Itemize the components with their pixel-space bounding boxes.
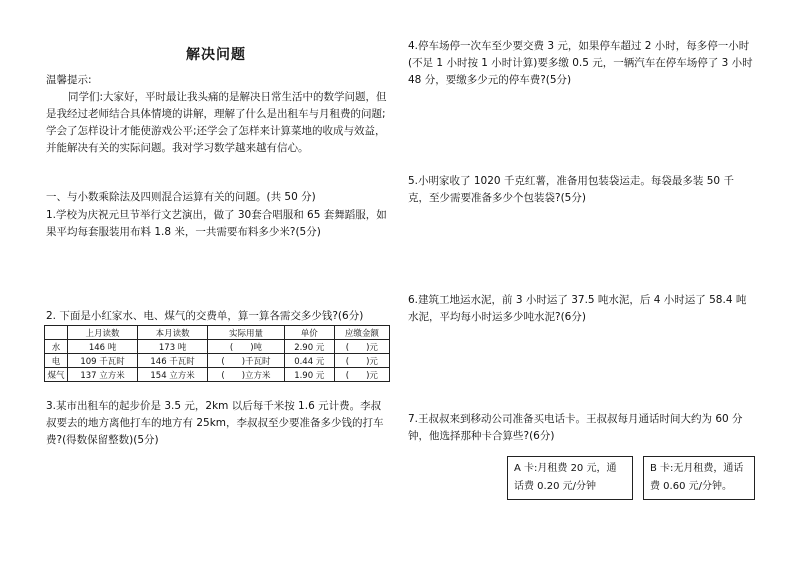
fee-table [44,325,390,382]
table-cell: 137 立方米 [68,368,138,382]
question-2: 2. 下面是小红家水、电、煤气的交费单，算一算各需交多少钱?(6分) [46,310,364,322]
table-cell: ( )吨 [208,340,285,354]
table-header: 实际用量 [208,326,285,340]
table-header [45,326,68,340]
section-heading: 一、与小数乘除法及四则混合运算有关的问题。(共 50 分) [46,191,316,203]
intro-body: 同学们:大家好，平时最让我头痛的是解决日常生活中的数学问题，但是我经过老师结合具体情境的讲解，理解了什么是出租车与月租费的问题;学会了怎样设计才能使游戏公平;还学会了怎样来计算菜地的收成与效益，并能解决有关的实际问题。我对学习数学越来越有信心。 [46,91,387,154]
table-header: 本月读数 [138,326,208,340]
table-cell: 154 立方米 [138,368,208,382]
card-a-box: A 卡:月租费 20 元，通话费 0.20 元/分钟 [507,456,633,500]
table-header: 单价 [284,326,334,340]
table-cell: ( )元 [334,340,389,354]
table-row [45,354,390,368]
table-cell: 煤气 [45,368,68,382]
page-title: 解决问题 [186,47,246,63]
table-header: 上月读数 [68,326,138,340]
table-cell: ( )元 [334,368,389,382]
table-cell: 146 千瓦时 [138,354,208,368]
table-header: 应缴金额 [334,326,389,340]
table-cell: 1.90 元 [284,368,334,382]
table-cell: ( )千瓦时 [208,354,285,368]
table-row [45,368,390,382]
table-cell: 电 [45,354,68,368]
table-cell: ( )立方米 [208,368,285,382]
question-6: 6.建筑工地运水泥，前 3 小时运了 37.5 吨水泥，后 4 小时运了 58.4 吨水泥，平均每小时运多少吨水泥?(6分) [408,294,747,323]
card-b-box: B 卡:无月租费，通话费 0.60 元/分钟。 [643,456,755,500]
question-7: 7.王叔叔来到移动公司准备买电话卡。王叔叔每月通话时间大约为 60 分钟，他选择那种卡合算些?(6分) [408,413,743,442]
question-1: 1.学校为庆祝元旦节举行文艺演出，做了 30套合唱服和 65 套舞蹈服，如果平均每套服装用布料 1.8 米，一共需要布料多少米?(5分) [46,209,387,238]
table-cell: 173 吨 [138,340,208,354]
intro-heading: 温馨提示: [46,74,92,86]
question-3: 3.某市出租车的起步价是 3.5 元，2km 以后每千米按 1.6 元计费。李叔叔要去的地方离他打车的地方有 25km，李叔叔至少要准备多少钱的打车费?(得数保留整数)(5分) [46,400,384,446]
question-5: 5.小明家收了 1020 千克红薯，准备用包装袋运走。每袋最多装 50 千克，至少需要准备多少个包装袋?(5分) [408,175,734,204]
question-4: 4.停车场停一次车至少要交费 3 元，如果停车超过 2 小时，每多停一小时(不足 1 小时按 1 小时计算)要多缴 0.5 元，一辆汽车在停车场停了 3 小时 48 分，要缴多少元的停车费?(5分) [408,40,753,86]
table-cell: ( )元 [334,354,389,368]
table-cell: 2.90 元 [284,340,334,354]
table-cell: 146 吨 [68,340,138,354]
table-cell: 109 千瓦时 [68,354,138,368]
table-header-row [45,326,390,340]
table-row [45,340,390,354]
table-cell: 水 [45,340,68,354]
table-cell: 0.44 元 [284,354,334,368]
